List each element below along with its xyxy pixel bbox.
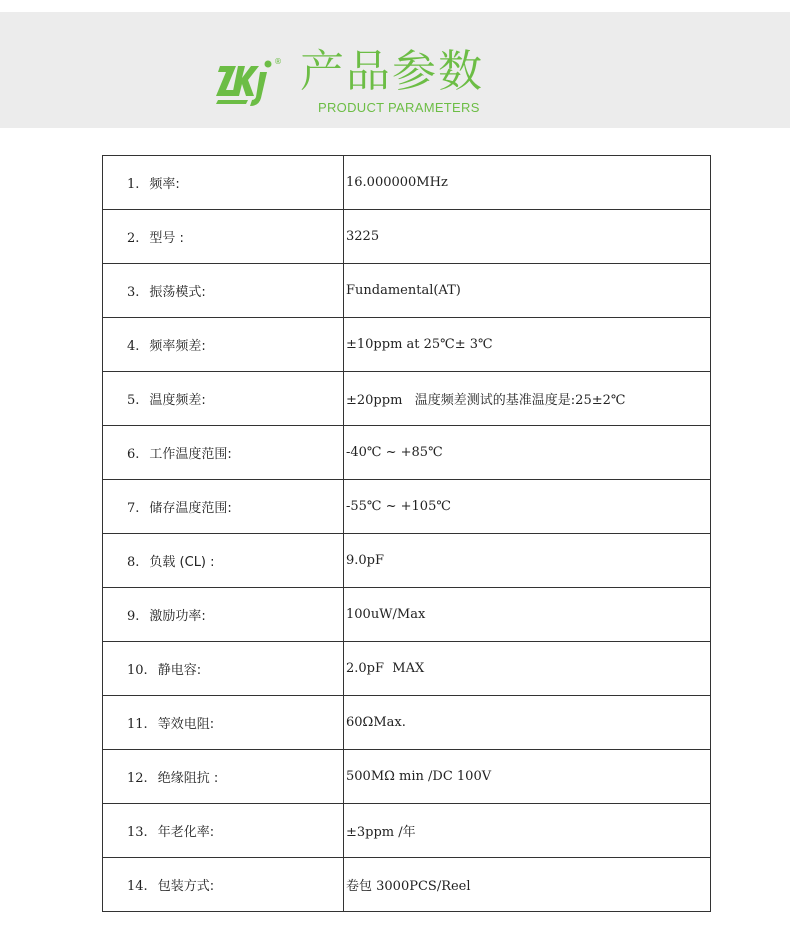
param-value-cell (344, 210, 711, 264)
param-value: 100uW/Max (346, 607, 426, 622)
param-value: 60ΩMax. (346, 715, 406, 730)
table-row (103, 858, 711, 912)
param-value: 2.0pF MAX (346, 661, 425, 676)
param-value-cell (344, 264, 711, 318)
param-number: 14. (127, 879, 148, 894)
param-label: 频率: (149, 177, 180, 192)
table-row (103, 804, 711, 858)
param-value: 500MΩ min /DC 100V (346, 769, 492, 784)
param-label-cell (103, 534, 344, 588)
param-value-cell (344, 426, 711, 480)
param-label: 绝缘阻抗 : (157, 771, 219, 786)
param-value-cell (344, 588, 711, 642)
param-value-cell (344, 156, 711, 210)
table-row (103, 210, 711, 264)
param-label: 负载 (CL) : (149, 555, 215, 570)
table-row (103, 480, 711, 534)
param-number: 5. (127, 393, 140, 408)
param-number: 6. (127, 447, 140, 462)
table-row (103, 156, 711, 210)
param-value: 卷包 3000PCS/Reel (346, 879, 471, 894)
param-value-cell (344, 750, 711, 804)
table-row (103, 588, 711, 642)
param-value: 16.000000MHz (346, 175, 448, 190)
table-row (103, 642, 711, 696)
param-label-cell (103, 210, 344, 264)
param-value-cell (344, 804, 711, 858)
param-label-cell (103, 480, 344, 534)
param-label-cell (103, 804, 344, 858)
param-label: 储存温度范围: (149, 501, 232, 516)
param-label-cell (103, 372, 344, 426)
param-label: 温度频差: (149, 393, 206, 408)
param-label-cell (103, 426, 344, 480)
table-row (103, 426, 711, 480)
param-value: ±3ppm /年 (346, 825, 416, 840)
param-label: 激励功率: (149, 609, 206, 624)
param-label-cell (103, 642, 344, 696)
param-label: 振荡模式: (149, 285, 206, 300)
param-label: 包装方式: (157, 879, 215, 894)
param-value-cell (344, 696, 711, 750)
param-number: 13. (127, 825, 148, 840)
param-number: 4. (127, 339, 140, 354)
param-value: Fundamental(AT) (346, 283, 461, 298)
param-number: 11. (127, 717, 148, 732)
param-label: 频率频差: (149, 339, 206, 354)
page-title: 产品参数 (300, 46, 484, 97)
param-label-cell (103, 858, 344, 912)
param-label-cell (103, 318, 344, 372)
param-number: 8. (127, 555, 140, 570)
param-label-cell (103, 696, 344, 750)
param-number: 3. (127, 285, 140, 300)
param-number: 7. (127, 501, 140, 516)
table-row (103, 372, 711, 426)
param-value-cell (344, 858, 711, 912)
param-label-cell (103, 588, 344, 642)
table-row (103, 696, 711, 750)
header-banner (0, 12, 790, 128)
param-number: 12. (127, 771, 148, 786)
param-value-cell (344, 480, 711, 534)
table-row (103, 534, 711, 588)
param-label: 等效电阻: (157, 717, 215, 732)
param-number: 1. (127, 177, 140, 192)
param-value-cell (344, 534, 711, 588)
param-number: 9. (127, 609, 140, 624)
param-label: 年老化率: (157, 825, 215, 840)
param-value-cell (344, 318, 711, 372)
param-value: -40℃ ~ +85℃ (346, 445, 443, 460)
param-value: ±20ppm 温度频差测试的基准温度是:25±2℃ (346, 393, 626, 408)
param-label: 型号 : (149, 231, 184, 246)
table-row (103, 264, 711, 318)
param-value: ±10ppm at 25℃± 3℃ (346, 337, 493, 352)
param-value-cell (344, 642, 711, 696)
param-label-cell (103, 750, 344, 804)
param-value-cell (344, 372, 711, 426)
param-label: 静电容: (157, 663, 202, 678)
svg-text:®: ® (274, 57, 282, 66)
page-subtitle: PRODUCT PARAMETERS (318, 100, 480, 115)
param-value: 3225 (346, 229, 380, 244)
zkj-logo-icon (214, 56, 284, 112)
param-value: -55℃ ~ +105℃ (346, 499, 451, 514)
param-label-cell (103, 264, 344, 318)
table-row (103, 318, 711, 372)
param-number: 10. (127, 663, 148, 678)
param-label: 工作温度范围: (149, 447, 232, 462)
param-value: 9.0pF (346, 553, 385, 568)
parameters-table (102, 155, 711, 912)
table-row (103, 750, 711, 804)
param-label-cell (103, 156, 344, 210)
param-number: 2. (127, 231, 140, 246)
